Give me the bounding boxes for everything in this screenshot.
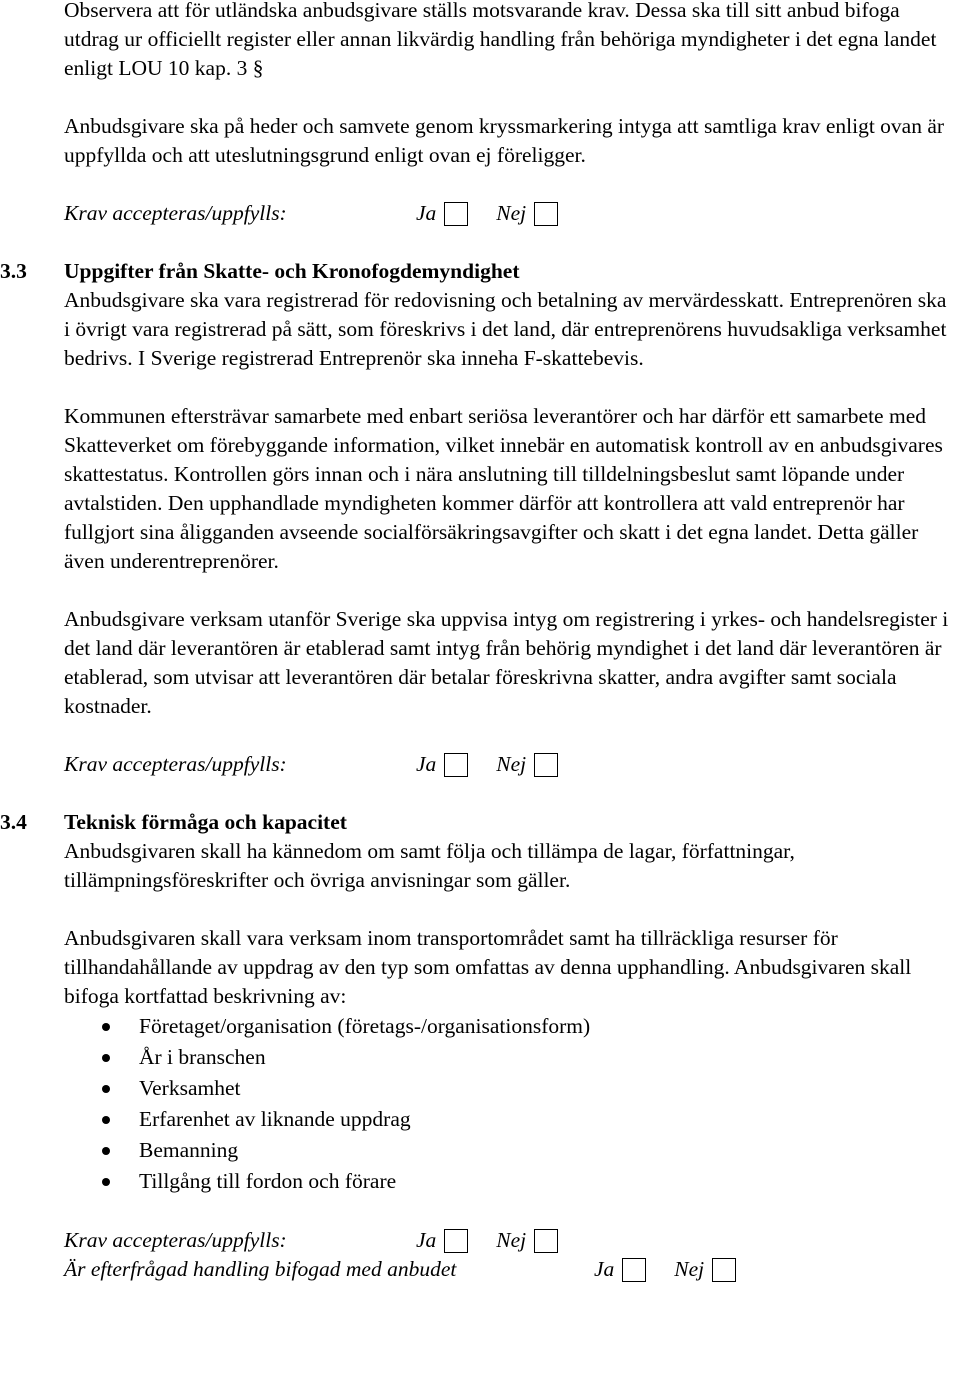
confirm-label: Krav accepteras/uppfylls:	[64, 752, 287, 776]
no-checkbox[interactable]	[534, 1229, 558, 1253]
list-item	[64, 1135, 954, 1166]
section-3-3-paragraph-3: Anbudsgivare verksam utanför Sverige ska uppvisa intyg om registrering i yrkes- och handelsregister i det land där leverantören är etablerad samt intyg från behörig myndighet i det land där leverantören är etablerad, som utvisar att leverantören där betalar föreskrivna skatter, andra avgifter samt sociala kostnader.	[64, 607, 949, 718]
bullet-icon	[102, 1116, 110, 1124]
section-title: Teknisk förmåga och kapacitet	[64, 810, 347, 834]
list-item-text: Tillgång till fordon och förare	[139, 1169, 397, 1193]
bullet-icon	[102, 1023, 110, 1031]
yes-checkbox[interactable]	[444, 1229, 468, 1253]
list-item-text: Erfarenhet av liknande uppdrag	[139, 1107, 411, 1131]
section-heading-3-4	[0, 808, 954, 837]
declaration-paragraph: Anbudsgivare ska på heder och samvete genom kryssmarkering intyga att samtliga krav enligt ovan är uppfyllda och att uteslutningsgrund enligt ovan ej föreligger.	[64, 114, 945, 167]
yes-label: Ja	[416, 752, 437, 776]
confirm-row-2	[64, 750, 954, 779]
yes-checkbox[interactable]	[444, 753, 468, 777]
confirm-label: Krav accepteras/uppfylls:	[64, 201, 287, 225]
no-option	[496, 199, 558, 228]
list-item-text: Företaget/organisation (företags-/organisationsform)	[139, 1014, 591, 1038]
yes-option	[416, 750, 468, 779]
list-item	[64, 1042, 954, 1073]
bullet-icon	[102, 1054, 110, 1062]
no-label: Nej	[496, 752, 527, 776]
confirm-row-1	[64, 199, 954, 228]
no-checkbox[interactable]	[712, 1258, 736, 1282]
yes-checkbox[interactable]	[622, 1258, 646, 1282]
confirm-label: Krav accepteras/uppfylls:	[64, 1228, 287, 1252]
bullet-icon	[102, 1178, 110, 1186]
section-number: 3.4	[0, 810, 27, 834]
section-number: 3.3	[0, 259, 27, 283]
no-label: Nej	[496, 201, 527, 225]
bullet-icon	[102, 1085, 110, 1093]
list-item	[64, 1011, 954, 1042]
section-3-4-paragraph-1: Anbudsgivaren skall ha kännedom om samt följa och tillämpa de lagar, författningar, tillämpningsföreskrifter och övriga anvisningar som gäller.	[64, 839, 795, 892]
yes-option	[594, 1255, 646, 1284]
no-checkbox[interactable]	[534, 202, 558, 226]
section-title: Uppgifter från Skatte- och Kronofogdemyndighet	[64, 259, 520, 283]
yes-option	[416, 1226, 468, 1255]
list-item	[64, 1166, 954, 1197]
no-label: Nej	[674, 1257, 705, 1281]
yes-checkbox[interactable]	[444, 202, 468, 226]
section-3-3-paragraph-2: Kommunen eftersträvar samarbete med enbart seriösa leverantörer och har därför ett samarbete med Skatteverket om förebyggande information, vilket innebär en automatisk kontroll av en anbudsgivares skattestatus. Kontrollen görs innan och i nära anslutning till tilldelningsbeslut samt löpande under avtalstiden. Den upphandlade myndigheten kommer därför att kontrollera att vald entreprenör har fullgjort sina åligganden avseende socialförsäkringsavgifter och skatt i det egna landet. Detta gäller även underentreprenörer.	[64, 404, 943, 573]
section-3-3-paragraph-1: Anbudsgivare ska vara registrerad för redovisning och betalning av mervärdesskatt. Entreprenören ska i övrigt vara registrerad på sätt, som föreskrivs i det land, där entreprenörens huvudsakliga verksamhet bedrivs. I Sverige registrerad Entreprenör ska inneha F-skattebevis.	[64, 288, 947, 370]
list-item-text: År i branschen	[139, 1045, 266, 1069]
yes-label: Ja	[416, 1228, 437, 1252]
section-heading-3-3	[0, 257, 954, 286]
yes-label: Ja	[416, 201, 437, 225]
description-list	[64, 1011, 954, 1197]
no-label: Nej	[496, 1228, 527, 1252]
no-option	[496, 1226, 558, 1255]
attached-row	[64, 1255, 954, 1284]
list-item-text: Bemanning	[139, 1138, 239, 1162]
bullet-icon	[102, 1147, 110, 1155]
yes-option	[416, 199, 468, 228]
attached-label: Är efterfrågad handling bifogad med anbudet	[64, 1257, 457, 1281]
no-option	[496, 750, 558, 779]
intro-paragraph: Observera att för utländska anbudsgivare ställs motsvarande krav. Dessa ska till sitt anbud bifoga utdrag ur officiellt register eller annan likvärdig handling från behöriga myndigheter i det egna landet enligt LOU 10 kap. 3 §	[64, 0, 937, 80]
yes-label: Ja	[594, 1257, 615, 1281]
no-option	[674, 1255, 736, 1284]
list-item	[64, 1073, 954, 1104]
confirm-row-3	[64, 1226, 954, 1255]
no-checkbox[interactable]	[534, 753, 558, 777]
list-item	[64, 1104, 954, 1135]
list-item-text: Verksamhet	[139, 1076, 241, 1100]
section-3-4-paragraph-2: Anbudsgivaren skall vara verksam inom transportområdet samt ha tillräckliga resurser för tillhandahållande av uppdrag av den typ som omfattas av denna upphandling. Anbudsgivaren skall bifoga kortfattad beskrivning av:	[64, 926, 912, 1008]
